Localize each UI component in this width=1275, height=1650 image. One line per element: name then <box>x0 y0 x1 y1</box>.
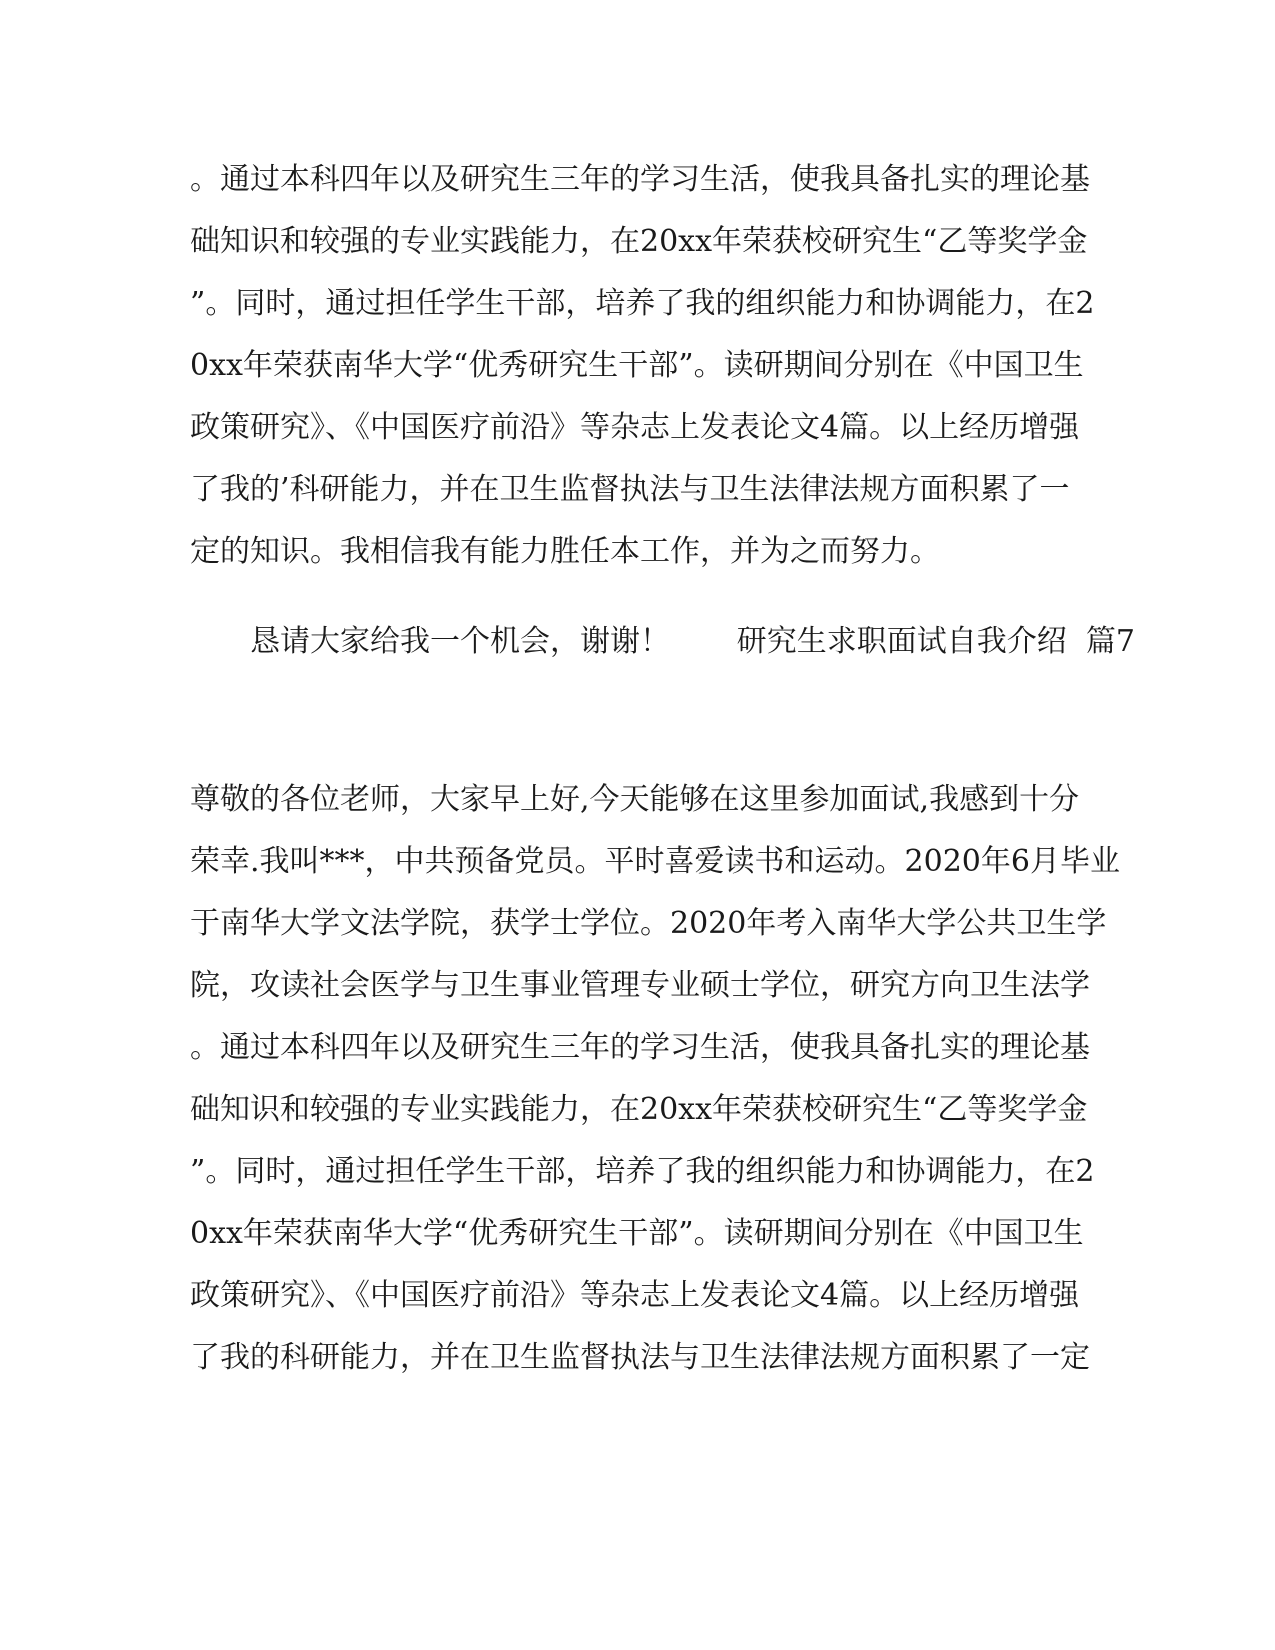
text-line: 0xx年荣获南华大学“优秀研究生干部”。读研期间分别在《中国卫生 <box>190 348 1084 383</box>
text-line: ”。同时，通过担任学生干部，培养了我的组织能力和协调能力，在2 <box>190 1154 1095 1189</box>
text-line: 。通过本科四年以及研究生三年的学习生活，使我具备扎实的理论基 <box>190 1030 1090 1065</box>
text-line: 定的知识。我相信我有能力胜任本工作，并为之而努力。 <box>190 534 940 569</box>
text-line: 于南华大学文法学院，获学士学位。2020年考入南华大学公共卫生学 <box>190 906 1107 941</box>
text-line: 院，攻读社会医学与卫生事业管理专业硕士学位，研究方向卫生法学 <box>190 968 1090 1003</box>
text-line: 础知识和较强的专业实践能力，在20xx年荣获校研究生“乙等奖学金 <box>190 1092 1088 1127</box>
text-line: 。通过本科四年以及研究生三年的学习生活，使我具备扎实的理论基 <box>190 162 1090 197</box>
text-line: 政策研究》、《中国医疗前沿》等杂志上发表论文4篇。以上经历增强 <box>190 1278 1080 1313</box>
text-line: 尊敬的各位老师，大家早上好,今天能够在这里参加面试,我感到十分 <box>190 782 1080 817</box>
text-line: 荣幸.我叫***，中共预备党员。平时喜爱读书和运动。2020年6月毕业 <box>190 844 1120 879</box>
text-line: 了我的科研能力，并在卫生监督执法与卫生法律法规方面积累了一定 <box>190 1340 1090 1375</box>
text-line: 了我的’科研能力，并在卫生监督执法与卫生法律法规方面积累了一 <box>190 472 1070 507</box>
text-line: 政策研究》、《中国医疗前沿》等杂志上发表论文4篇。以上经历增强 <box>190 410 1080 445</box>
text-line: ”。同时，通过担任学生干部，培养了我的组织能力和协调能力，在2 <box>190 286 1095 321</box>
text-line: 础知识和较强的专业实践能力，在20xx年荣获校研究生“乙等奖学金 <box>190 224 1088 259</box>
text-line-with-heading: 恳请大家给我一个机会，谢谢！ 研究生求职面试自我介绍 篇7 <box>250 624 1135 659</box>
text-line: 0xx年荣获南华大学“优秀研究生干部”。读研期间分别在《中国卫生 <box>190 1216 1084 1251</box>
